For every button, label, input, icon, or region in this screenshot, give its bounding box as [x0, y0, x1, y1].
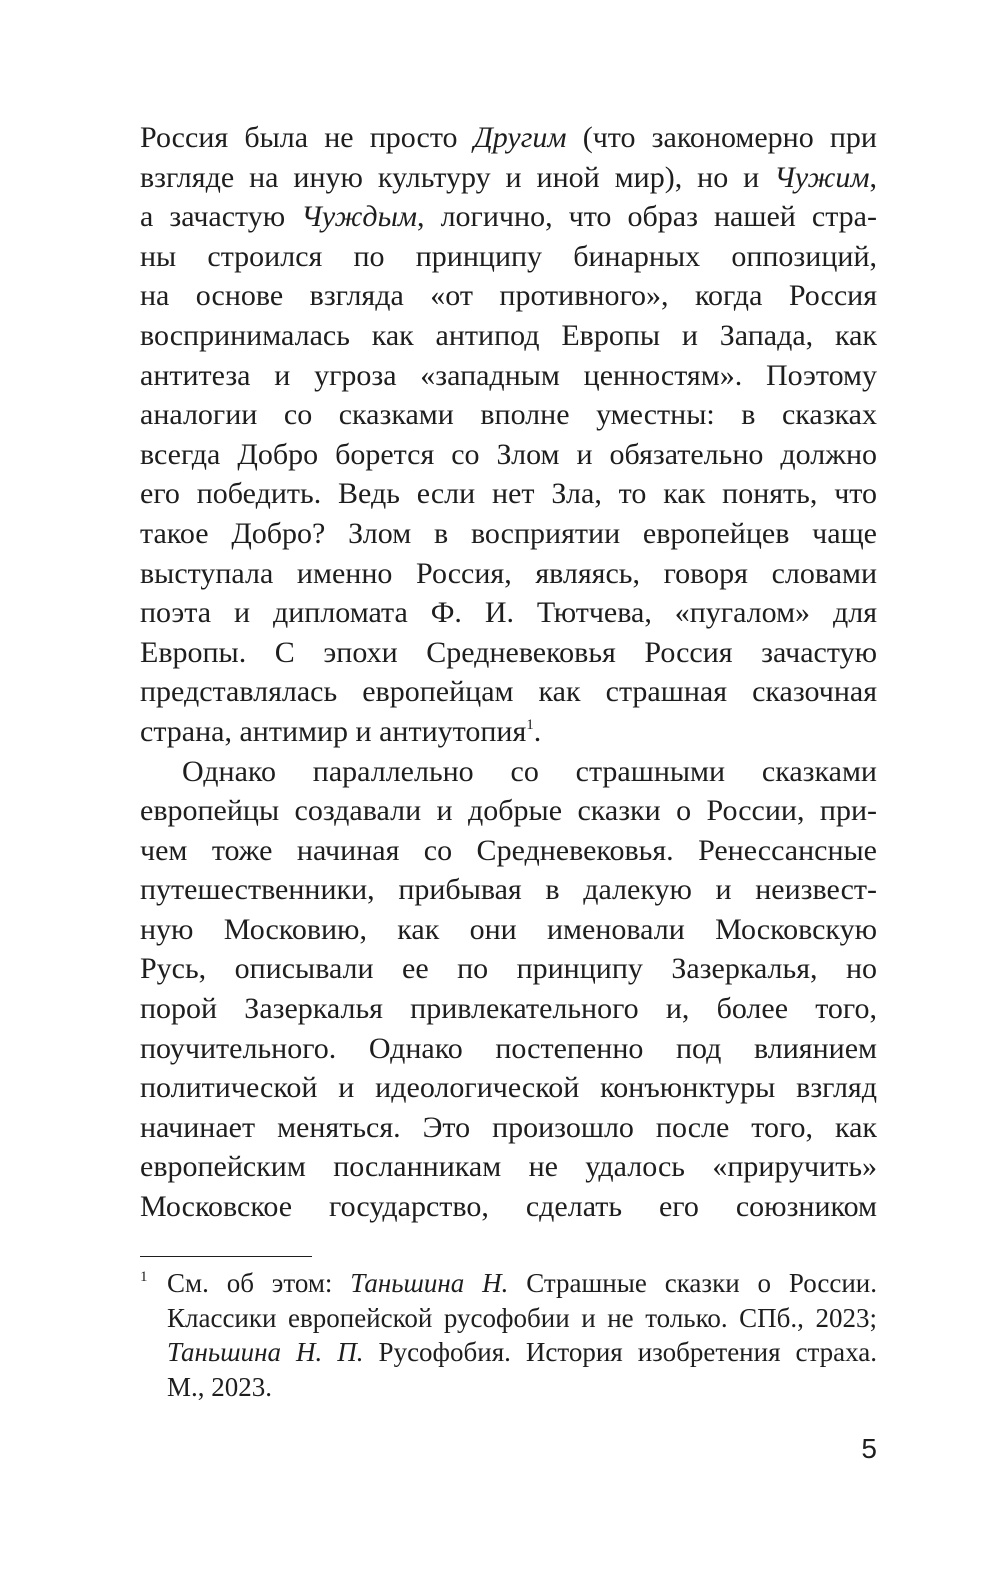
text-line: поэта и дипломата Ф. И. Тютчева, «пугалом» для: [140, 596, 877, 630]
text-line: Русь, описывали ее по принципу Зазеркалья, но: [140, 952, 877, 986]
footnote-line: М., 2023.: [167, 1371, 273, 1402]
text-line: ную Московию, как они именовали Московскую: [140, 912, 877, 946]
text-line: поучительного. Однако постепенно под влиянием: [140, 1031, 877, 1065]
text-line: ны строился по принципу бинарных оппозиций,: [140, 239, 877, 273]
text-line: европейским посланникам не удалось «приручить»: [140, 1150, 877, 1184]
text-line: порой Зазеркалья привлекательного и, более того,: [140, 992, 877, 1026]
text-line: представлялась европейцам как страшная сказочная: [140, 675, 877, 709]
footnote-line: См. об этом: Таньшина Н. Страшные сказки о России.: [167, 1268, 878, 1298]
page-number: 5: [861, 1433, 877, 1464]
footnote-line: Классики европейской русофобии и не только. СПб., 2023;: [167, 1302, 877, 1333]
text-line: путешественники, прибывая в далекую и неизвест-: [140, 873, 877, 907]
text-line: его победить. Ведь если нет Зла, то как понять, что: [140, 477, 877, 511]
text-line: всегда Добро борется со Злом и обязательно должно: [140, 437, 877, 471]
text-line: антитеза и угроза «западным ценностям». Поэтому: [140, 358, 877, 392]
text-line: Россия была не просто Другим (что закономерно при: [140, 121, 877, 154]
footnote-text: [167, 1266, 877, 1404]
footnote-marker: 1: [140, 1269, 148, 1285]
text-line: на основе взгляда «от противного», когда Россия: [140, 279, 877, 313]
footnote-divider: [140, 1256, 312, 1257]
text-line: такое Добро? Злом в восприятии европейцев чаще: [140, 516, 877, 550]
text-line: выступала именно Россия, являясь, говоря словами: [140, 556, 877, 590]
text-line: Европы. С эпохи Средневековья Россия зачастую: [140, 635, 877, 669]
text-line: воспринималась как антипод Европы и Запада, как: [140, 318, 877, 352]
text-line: аналогии со сказками вполне уместны: в сказках: [140, 398, 877, 432]
main-text: [140, 118, 877, 1227]
text-line: начинает меняться. Это произошло после того, как: [140, 1110, 877, 1144]
text-line: страна, антимир и антиутопия$^1$.: [140, 714, 542, 748]
footnote-line: Таньшина Н. П. Русофобия. История изобретения страха.: [167, 1337, 877, 1367]
text-line: политической и идеологической конъюнктуры взгляд: [140, 1071, 877, 1105]
text-line: европейцы создавали и добрые сказки о России, при-: [140, 794, 877, 828]
text-line: Московское государство, сделать его союзником: [140, 1190, 877, 1224]
text-line: а зачастую Чуждым, логично, что образ нашей стра-: [140, 200, 877, 234]
text-line: чем тоже начиная со Средневековья. Ренессансные: [140, 833, 877, 867]
text-line: Однако параллельно со страшными сказками: [182, 754, 877, 788]
footnote-reference[interactable]: 1: [526, 716, 534, 733]
text-line: взгляде на иную культуру и иной мир), но и Чужим,: [140, 160, 877, 194]
